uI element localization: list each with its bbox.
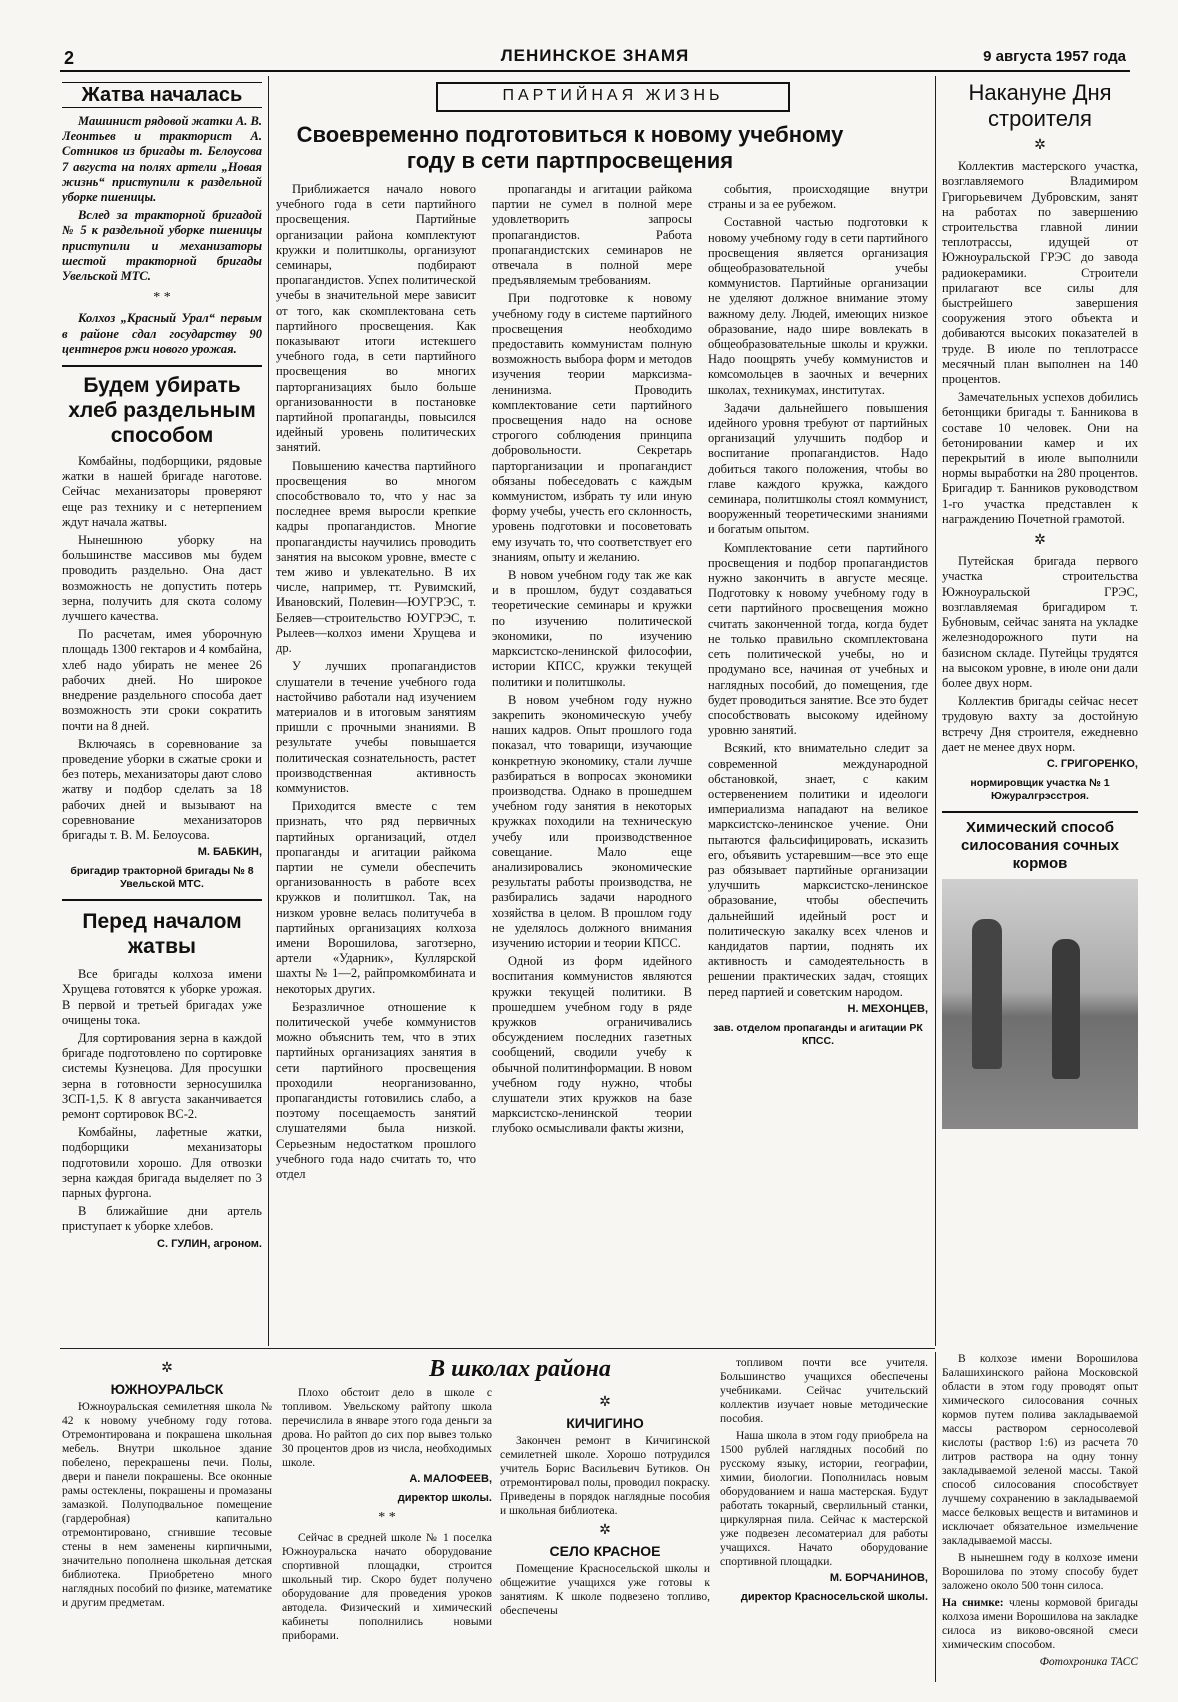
column-rule [935,1352,936,1682]
party-signature-role: зав. отделом пропаганды и агитации РК КПСС. [713,1021,923,1047]
harvest-p3: Колхоз „Красный Урал“ первым в районе сдал государству 90 центнеров ржи нового урожая. [62,311,262,356]
s1-head: ЮЖНОУРАЛЬСК [110,1381,224,1397]
schools-col-3 [500,1390,710,1682]
separate-signature-role: бригадир тракторной бригады № 8 Увельской МТС. [70,865,254,891]
before-p: Все бригады колхоза имени Хрущева готовятся к уборке урожая. В первой и третьей бригадах уже очищены тока. [62,967,262,1027]
party-p: В новом учебном году нужно закрепить экономическую учебу наших кадров. Опыт прошлого года показал, что товарищи, изучающие конкретную экономику, стали лучше разбираться в вопросах экономики производства. Однако в прошедшем учебном году занятия в некоторых кружках походили на техническую учебу или производственное совещание. Мало еще анализировались экономические результаты работы производства, не разбирались задачи народного хозяйства в целом. В прошлом году не уделялось должного внимания изучению истории и теории КПСС. [492,692,692,950]
k-head: КИЧИГИНО [566,1415,644,1431]
photo-caption [942,1596,1138,1652]
party-p: Приходится вместе с тем признать, что ряд первичных партийных организаций, отдел пропаганды и агитации райкома партии не сумели обеспечить организованность в работе всех кружков и политшкол. Так, на низком уровне велась политучеба в партийных организациях колхоза имени Ворошилова, заготзерно, артели «Ударник», Куллярской шахты № 1—2, райпромкомбината и некоторых других. [276,799,476,996]
builders-p: Замечательных успехов добились бетонщики бригады т. Банникова в составе 10 человек. Они на бетонировании камер и их перекрытий в июле выполнили нормы выработки на 280 процентов. Бригадир т. Банников руководством 1-го участка представлен к награждению Почетной грамотой. [942,390,1138,526]
builders-signature: С. ГРИГОРЕНКО, [1046,757,1138,770]
party-column-3 [708,182,928,1344]
sk-p2: топливом почти все учителя. Большинство учащихся обеспечены учебниками. Сейчас учительский коллектив изучает новые методические пособия. [720,1357,928,1425]
sk-head: СЕЛО КРАСНОЕ [549,1543,661,1559]
caption-text: члены кормовой бригады колхоза имени Ворошилова на закладке силоса из виково-овсяной смеси химическим способом. [942,1597,1138,1651]
party-p: У лучших пропагандистов слушатели в течение учебного года настойчиво работали над изучением материалов и в итоговым занятиям пришли с прочными знаниями. В результате учебы повышается политическая сознательность, растет производственная активность коммунистов. [276,659,476,795]
issue-date: 9 августа 1957 года [983,48,1126,65]
s2-p: Сейчас в средней школе № 1 поселка Южноуральска начато оборудование спортивной площадки, строится школьный тир. Скоро будет получено оборудование для проведения уроков автодела. Физический и химический кабинеты пополнились новыми приборами. [282,1532,492,1642]
party-headline: Своевременно подготовиться к новому учебному году в сети партпросвещения [296,122,844,173]
separator-stars-icon: * * [153,290,171,306]
party-column-1 [276,182,476,1344]
builders-title: Накануне Дня строителя [968,80,1112,131]
before-signature: С. ГУЛИН, агроном. [157,1237,262,1250]
sk-signature: М. БОРЧАНИНОВ, [829,1572,928,1584]
sk-p1: Помещение Красносельской школы и общежитие учащихся уже готовы к занятиям. К школе подвезено топливо, обеспечены [500,1563,710,1617]
party-p: Всякий, кто внимательно следит за современной международной обстановкой, знает, с каким остервенением политики и идеологи империализма нападают на великое марксистско-ленинское учение. Они пытаются фальсифицировать, исказить его, объявить устаревшим—все это еще раз обязывает партийные организации улучшить марксистско-ленинское образование, чтобы обеспечить дальнейший идейный рост и политическую закалку всех членов и кандидатов партии, поднять их активность и самодеятельность в решении практических задач, стоящих перед партией и советским народом. [708,741,928,999]
before-p: Для сортирования зерна в каждой бригаде подготовлено по сортировке системы Кузнецова. Для просушки зерна в готовности зерносушилка ЗСП-1,5. К 8 августа заканчивается ремонт сортировок ВС-2. [62,1030,262,1121]
party-p: события, происходящие внутри страны и за ее рубежом. [708,182,928,212]
s1-p1: Южноуральская семилетняя школа № 42 к новому учебному году готова. Отремонтирована и покрашена школьная мебель. Внутри школьное здание побелено, перекрашены печи. Полы, двери и панели покрашены. Все оконные рамы остеклены, покрашены и промазаны замазкой. Полуподвальное помещение (гардеробная) капитально отремонтировано, сгнившие тесовые стены в нем заменены кирпичными, значительно пополнена школьная детская библиотека. Приобретено много наглядных пособий по физике, математике и другим предметам. [62,1401,272,1609]
schools-col-1 [62,1356,272,1682]
page-header [60,44,1130,72]
silage-caption-column [942,1352,1138,1682]
separate-p: Нынешнюю уборку на большинстве массивов мы будем проводить раздельно. Она даст возможность не допустить потерь зерна, получить для скота солому лучшего качества. [62,533,262,624]
separate-p: По расчетам, имея уборочную площадь 1300 гектаров и 4 комбайна, хлеб надо убирать не менее 26 рабочих дней. Но широкое внедрение раздельного способа дает возможность эти сроки сократить почти на 8 дней. [62,627,262,733]
star-icon: ✲ [599,1523,611,1538]
page-number: 2 [64,48,75,68]
harvest-title: Жатва началась [62,82,262,108]
sk-p3: Наша школа в этом году приобрела на 1500 рублей наглядных пособий по русскому языку, истории, географии, химии, биологии. Пополнилась новым оборудованием и наша мастерская. Будут работать токарный, сверлильный станки, циркулярная пила. Сейчас к мастерской уже подвезен лесоматериал для работы учащихся. Начато оборудование спортивной площадки. [720,1430,928,1568]
schools-col-4 [720,1356,928,1682]
builders-p: Коллектив бригады сейчас несет трудовую вахту за достойную встречу Дня строителя, ежедневно дает не менее двух норм. [942,694,1138,754]
builders-p: Коллектив мастерского участка, возглавляемого Владимиром Григорьевичем Дубровским, занят на работах по завершению строительства главной линии теплотрассы, идущей от Южноуральской ГРЭС до завода радиокерамики. Строители прилагают все силы для быстрейшего завершения сооружения этого объекта и добиваются высоких показателей в труде. В июле по теплотрассе месячный план выполнен на 140 процентов. [942,159,1138,387]
separate-title: Будем убирать хлеб раздельным способом [68,374,256,448]
before-title: Перед началом жатвы [82,910,242,959]
left-column [62,82,262,1344]
s1-role: директор школы. [397,1492,492,1504]
harvest-p2: Вслед за тракторной бригадой № 5 к раздельной уборке пшеницы приступили и механизаторы шестой тракторной бригады Увельской МТС. [62,208,262,284]
star-icon: ✲ [599,1395,611,1410]
silage-title: Химический способ силосования сочных кормов [961,818,1119,872]
star-icon: ✲ [1034,138,1046,153]
separate-p: Комбайны, подборщики, рядовые жатки в нашей бригаде наготове. Сейчас механизаторы проверяют еще раз технику и с нетерпением ждут начала жатвы. [62,454,262,529]
separator-stars-icon: * * [378,1510,396,1525]
harvest-p1: Машинист рядовой жатки А. В. Леонтьев и тракторист А. Сотников из бригады т. Белоусова 7 августа на полях артели „Новая жизнь“ приступили к раздельной уборке пшеницы. [62,114,262,205]
star-icon: ✲ [1034,533,1046,549]
column-rule [935,76,936,1346]
silage-photo [942,879,1138,1129]
separate-p: Включаясь в соревнование за проведение уборки в сжатые сроки и без потерь, механизаторы дают слово жатву и подбор сделать за 18 рабочих дней и вызывают на соревнование механизаторов бригады т. В. М. Белоусова. [62,736,262,842]
newspaper-title: ЛЕНИНСКОЕ ЗНАМЯ [500,46,690,65]
party-p: Безразличное отношение к политической учебе коммунистов можно объяснить тем, что в этих партийных организациях занятия в сети партийного просвещения проходили неорганизованно, пропагандисты готовились слабо, а поэтому посещаемость занятий слушателями была низкой. Серьезным недостатком прошлого учебного года надо считать то, что отдел [276,999,476,1181]
builders-p: Путейская бригада первого участка строительства Южноуральской ГРЭС, возглавляемая бригадиром т. Бубновым, сейчас занята на укладке железнодорожного пути на базисном складе. Путейцы трудятся на высоком уровне, в июле они дали более двух норм. [942,554,1138,690]
party-p: Задачи дальнейшего повышения идейного уровня требуют от партийных организаций улучшить подбор и воспитание пропагандистов. Надо добиться такого положения, чтобы во главе каждого кружка, каждого семинара, политшколы стоял коммунист, вооруженный теоретическими знаниями и богатым опытом. [708,400,928,537]
party-p: пропаганды и агитации райкома партии не сумел в полной мере удовлетворить запросы пропагандистов. Работа пропагандистских семинаров не отвечала в полной мере предъявляемым требованиям. [492,182,692,288]
party-column-2 [492,182,692,1344]
k-p1: Закончен ремонт в Кичигинской семилетней школе. Хорошо потрудился учитель Борис Васильевич Бутиков. Он отремонтировал полы, проводил покраску. Приведены в порядок наглядные пособия и школьная библиотека. [500,1435,710,1517]
party-p: Приближается начало нового учебного года в сети партийного просвещения. Партийные организации района комплектуют кружки и политшколы, организуют семинары, подбирают пропагандистов. Успех политической учебы в значительной мере зависит от того, как скомплектована сеть партийного просвещения. Как показывают итоги истекшего учебного года, в сети партийного просвещения во многих парторганизациях было больше организованности в постановке партийной пропаганды, повысился идейный уровень политических занятий. [276,182,476,455]
party-p: При подготовке к новому учебному году в системе партийного просвещения необходимо предоставить коммунистам полную возможность выбора форм и методов изучения теории марксизма-ленинизма. Проводить комплектование сети партийного просвещения надо на основе строгого соблюдения принципа добровольности. Секретарь парторганизации и пропагандист обязаны побеседовать с каждым коммунистом, избрать ту или иную форму учебы, учесть его склонность, уровень подготовки и посоветовать ему изучать то, что соответствует его знаниям, опыту и желанию. [492,291,692,564]
before-p: В ближайшие дни артель приступает к уборке хлебов. [62,1204,262,1234]
party-signature: Н. МЕХОНЦЕВ, [847,1002,928,1015]
sk-role: директор Красносельской школы. [740,1591,928,1603]
rubric-party-life: ПАРТИЙНАЯ ЖИЗНЬ [436,82,790,112]
star-icon: ✲ [161,1361,173,1376]
party-p: Одной из форм идейного воспитания коммунистов являются кружки текущей политики. В прошедшем учебном году в ряде кружков ограничивались обсуждением последних газетных сообщений, сводили учебу к обычной политинформации. В новом учебном году нужно, чтобы слушатели этих кружков на базе марксистско-ленинской теории глубоко осмысливали факты жизни, [492,954,692,1136]
right-column [942,80,1138,1346]
column-rule [268,76,269,1346]
party-p: В новом учебном году так же как и в прошлом, будут создаваться теоретические семинары и кружки по изучению политической экономики, по изучению марксистско-ленинской философии, истории КПСС, кружки текущей политики и политшколы. [492,568,692,689]
silage-text: В колхозе имени Ворошилова Балашихинского района Московской области в этом году проводят опыт химического силосования сочных кормов путем полива закладываемой массы раствором серносолевой кислоты (раствор 1:6) из расчета 70 литров раствора на одну тонну закладываемой зеленой массы. Такой способ силосования способствует лучшему сохранению в закладываемой массе белковых веществ и витаминов и исключает обязательное измельчение закладываемой массы. [942,1353,1138,1547]
before-p: Комбайны, лафетные жатки, подборщики механизаторы подготовили хорошо. Для отвозки зерна каждая бригада выделяет по 3 парных фургона. [62,1125,262,1200]
builders-signature-role: нормировщик участка № 1 Южуралгрэсстроя. [970,776,1110,802]
separate-signature: М. БАБКИН, [197,846,262,859]
party-p: Повышению качества партийного просвещения во многом способствовало то, что у нас за последнее время выросли крепкие кадры пропагандистов. Многие пропагандисты научились проводить занятия на высоком уровне, вместе с тем живо и увлекательно. В их числе, например, тт. Рувимский, Ивановский, Полевин—ЮУГРЭС, т. Беляев—строительство ЮУГРЭС, т. Рылеев—колхоз имени Хрущева и др. [276,458,476,656]
s1-p2: Плохо обстоит дело в школе с топливом. Увельскому райтопу школа перечислила в январе этого года деньги за дрова. Но райтоп до сих пор вывез только 30 процентов дров из числа, необходимых школе. [282,1387,492,1469]
schools-title: В школах района [429,1356,611,1382]
silage-text-2: В нынешнем году в колхозе имени Ворошилова по этому способу будет заложено около 500 тонн силоса. [942,1552,1138,1592]
section-rule [60,1348,935,1349]
s1-signature: А. МАЛОФЕЕВ, [409,1473,492,1485]
party-p: Составной частью подготовки к новому учебному году в сети партийного просвещения является организация общеобразовательной учебы коммунистов. Партийные организации не уделяют должное внимание этому важному делу. Людей, имеющих низкое образование, надо шире вовлекать в общеобразовательные школы и кружки. Надо поощрять учебу коммунистов и комсомольцев в заочных и вечерних школах, техникумах, институтах. [708,215,928,397]
photo-credit: Фотохроника ТАСС [1039,1656,1138,1668]
caption-label: На снимке: [942,1597,1004,1609]
schools-col-2 [282,1386,492,1682]
party-p: Комплектование сети партийного просвещения и подбор пропагандистов нужно закончить в августе месяце. Подготовку к новому учебному году в сети партийного просвещения можно считать законченной тогда, когда будет не только правильно скомплектована сеть политической учебы, но и продумано все, начиная от учебных и наглядных пособий, до помещения, где будет проводиться занятие. Все это будет способствовать высокому идейному уровню занятий. [708,540,928,738]
